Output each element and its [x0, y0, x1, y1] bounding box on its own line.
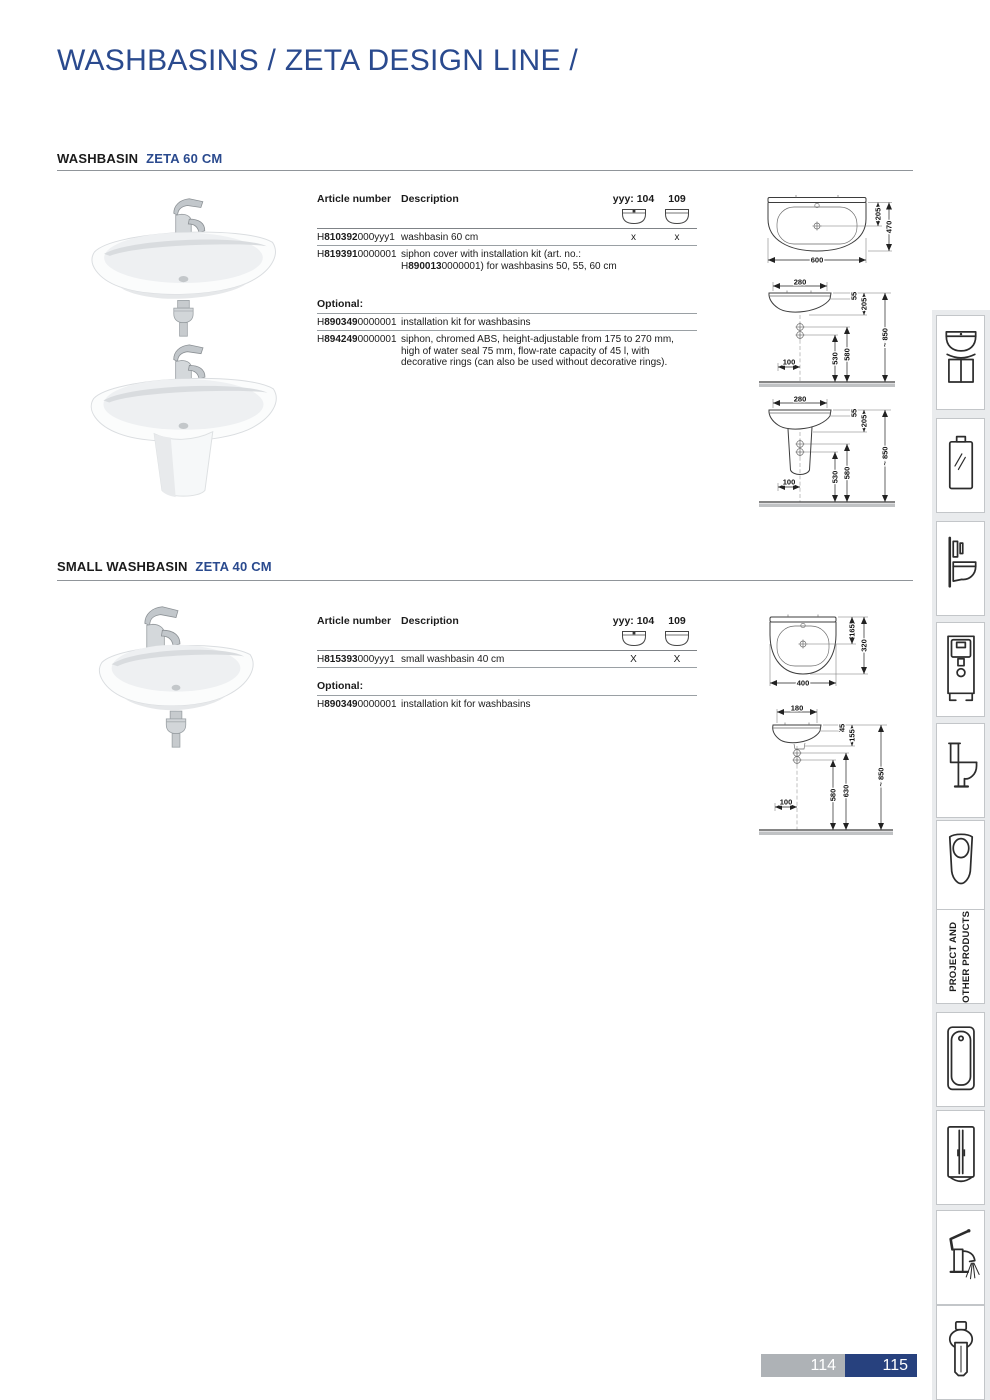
section-40-heading [57, 559, 272, 574]
washbasin-furniture-icon [942, 324, 980, 402]
table-row [317, 651, 697, 669]
bathtub-icon [942, 1021, 980, 1099]
table-row [317, 229, 697, 247]
sidebar-tile-urinals [936, 820, 985, 915]
washbasin-body [91, 378, 276, 441]
dim-height: ~ 850 [880, 328, 890, 347]
col-article-number: Article number [317, 193, 392, 205]
article-number: H8942490000001 [317, 334, 397, 345]
dim-apron: 155 [847, 729, 857, 742]
dim-pipe-tall: 580 [842, 348, 852, 361]
article-number: H8903490000001 [317, 698, 397, 710]
chrome-siphon [174, 300, 193, 336]
dim-height: ~ 850 [876, 767, 886, 787]
drawing-side-view-60 [757, 279, 897, 392]
drawing-top-view-40 [760, 612, 890, 696]
faucet [174, 345, 205, 381]
washbasin-body [92, 232, 275, 299]
col-description: Description [401, 615, 459, 627]
section-40-heading-accent: ZETA 40 CM [195, 559, 272, 574]
variant-104-mark: x [631, 231, 636, 243]
dim-offset: 100 [782, 357, 796, 367]
sidebar-tile-accessories [936, 1305, 985, 1400]
section-40-heading-main: SMALL WASHBASIN [57, 559, 188, 574]
col-article-number: Article number [317, 615, 392, 627]
description: small washbasin 40 cm [401, 653, 505, 665]
col-variant-104: yyy: 104 [612, 193, 655, 205]
sidebar-tile-mirrors [936, 418, 985, 513]
table-header [317, 616, 697, 651]
variant-109-mark: x [674, 231, 680, 243]
col-variant-104: yyy: 104 [612, 615, 655, 627]
section-60-heading [57, 151, 222, 166]
article-number: H8903490000001 [317, 316, 397, 328]
sidebar-tile-concealed-cisterns [936, 622, 985, 717]
project-products-label: PROJECT AND OTHER PRODUCTS [947, 910, 972, 1003]
dim-width: 400 [796, 678, 810, 688]
dim-inner: 165 [847, 624, 857, 637]
concealed-cistern-icon [942, 631, 980, 709]
photo-washbasin-60-cover [80, 338, 285, 504]
dim-top: 280 [793, 279, 807, 287]
dim-top: 180 [790, 703, 804, 713]
sidebar-tile-floor-toilets [936, 723, 985, 818]
faucet-icon [942, 1219, 980, 1297]
dim-apron: 205 [859, 297, 869, 311]
section-40-divider [57, 580, 913, 581]
floor-toilet-icon [942, 732, 980, 810]
dim-pipe-short: 530 [830, 470, 840, 484]
dim-top: 280 [793, 396, 807, 404]
page-number-prev: 114 [761, 1354, 845, 1377]
table-washbasin-60 [317, 194, 697, 371]
col-variant-109: 109 [668, 193, 686, 205]
dim-depth: 320 [859, 639, 869, 652]
photo-small-washbasin-40 [82, 598, 272, 754]
description: washbasin 60 cm [401, 231, 479, 243]
description: siphon, chromed ABS, height-adjustable from 175 to 270 mm, high of water seal 75 mm, flow-rate capacity of 45 l, with decorative rings (can also be used without decorative rings). [401, 334, 674, 368]
table-header [317, 194, 697, 229]
washbasin-variant-104-icon [621, 208, 647, 225]
article-number: H8193910000001 [317, 249, 397, 260]
article-number: H810392000yyy1 [317, 231, 395, 243]
mirror-icon [942, 427, 980, 505]
table-row [317, 696, 697, 713]
dim-pipe-tall: 580 [842, 466, 852, 480]
siphon-cover-pedestal [154, 432, 213, 497]
washbasin-body [99, 645, 253, 710]
dim-height: ~ 850 [880, 446, 890, 466]
dim-pipe-tall: 630 [841, 784, 851, 798]
table-row [317, 331, 697, 371]
dim-depth: 470 [884, 220, 894, 234]
description: installation kit for washbasins [401, 698, 531, 710]
table-row [317, 314, 697, 332]
washbasin-variant-109-icon [664, 208, 690, 225]
dim-offset: 100 [782, 477, 796, 487]
dim-width: 600 [810, 255, 824, 265]
table-row [317, 246, 697, 274]
description: installation kit for washbasins [401, 316, 531, 328]
sidebar-tile-shower-cabins [936, 1110, 985, 1205]
variant-109-mark: X [673, 653, 681, 665]
section-60-heading-main: WASHBASIN [57, 151, 139, 166]
towel-ring-icon [942, 1314, 980, 1392]
description: siphon cover with installation kit (art. no.: H8900130000001) for washbasins 50, 55, 60 cm [401, 249, 617, 272]
page-number-current: 115 [845, 1354, 917, 1377]
dim-lip: 55 [849, 291, 859, 301]
col-description: Description [401, 193, 459, 205]
sidebar-tile-project-products [936, 909, 985, 1004]
dim-offset: 100 [779, 797, 793, 807]
photo-washbasin-60-siphon [80, 192, 285, 342]
section-60-divider [57, 170, 913, 171]
dim-pipe-short: 580 [828, 788, 838, 802]
optional-label: Optional: [317, 299, 697, 314]
drawing-top-view-60 [762, 193, 894, 271]
wall-hung-toilet-icon [942, 530, 980, 608]
sidebar-tile-washbasins [936, 315, 985, 410]
faucet [174, 199, 205, 235]
page-title: WASHBASINS / ZETA DESIGN LINE / [57, 44, 579, 77]
drawing-side-view-40 [757, 703, 897, 843]
table-small-washbasin-40 [317, 616, 697, 712]
shower-cabin-icon [942, 1119, 980, 1197]
optional-label: Optional: [317, 681, 697, 696]
col-variant-109: 109 [668, 615, 686, 627]
article-number: H815393000yyy1 [317, 653, 395, 665]
dim-lip: 45 [837, 723, 847, 733]
chrome-siphon [166, 711, 186, 747]
washbasin-variant-104-icon [621, 630, 647, 647]
dim-pipe-short: 530 [830, 352, 840, 365]
dim-apron: 205 [859, 414, 869, 428]
dim-inner: 205 [873, 207, 883, 221]
faucet [145, 607, 180, 649]
sidebar-tile-faucets [936, 1210, 985, 1305]
urinal-icon [942, 829, 980, 907]
dim-lip: 55 [849, 408, 859, 418]
sidebar-tile-bathtubs [936, 1012, 985, 1107]
variant-104-mark: X [630, 653, 637, 665]
drawing-side-view-60-cover [757, 396, 897, 512]
section-60-heading-accent: ZETA 60 CM [146, 151, 223, 166]
sidebar-tile-wall-hung-toilets [936, 521, 985, 616]
washbasin-variant-109-icon [664, 630, 690, 647]
